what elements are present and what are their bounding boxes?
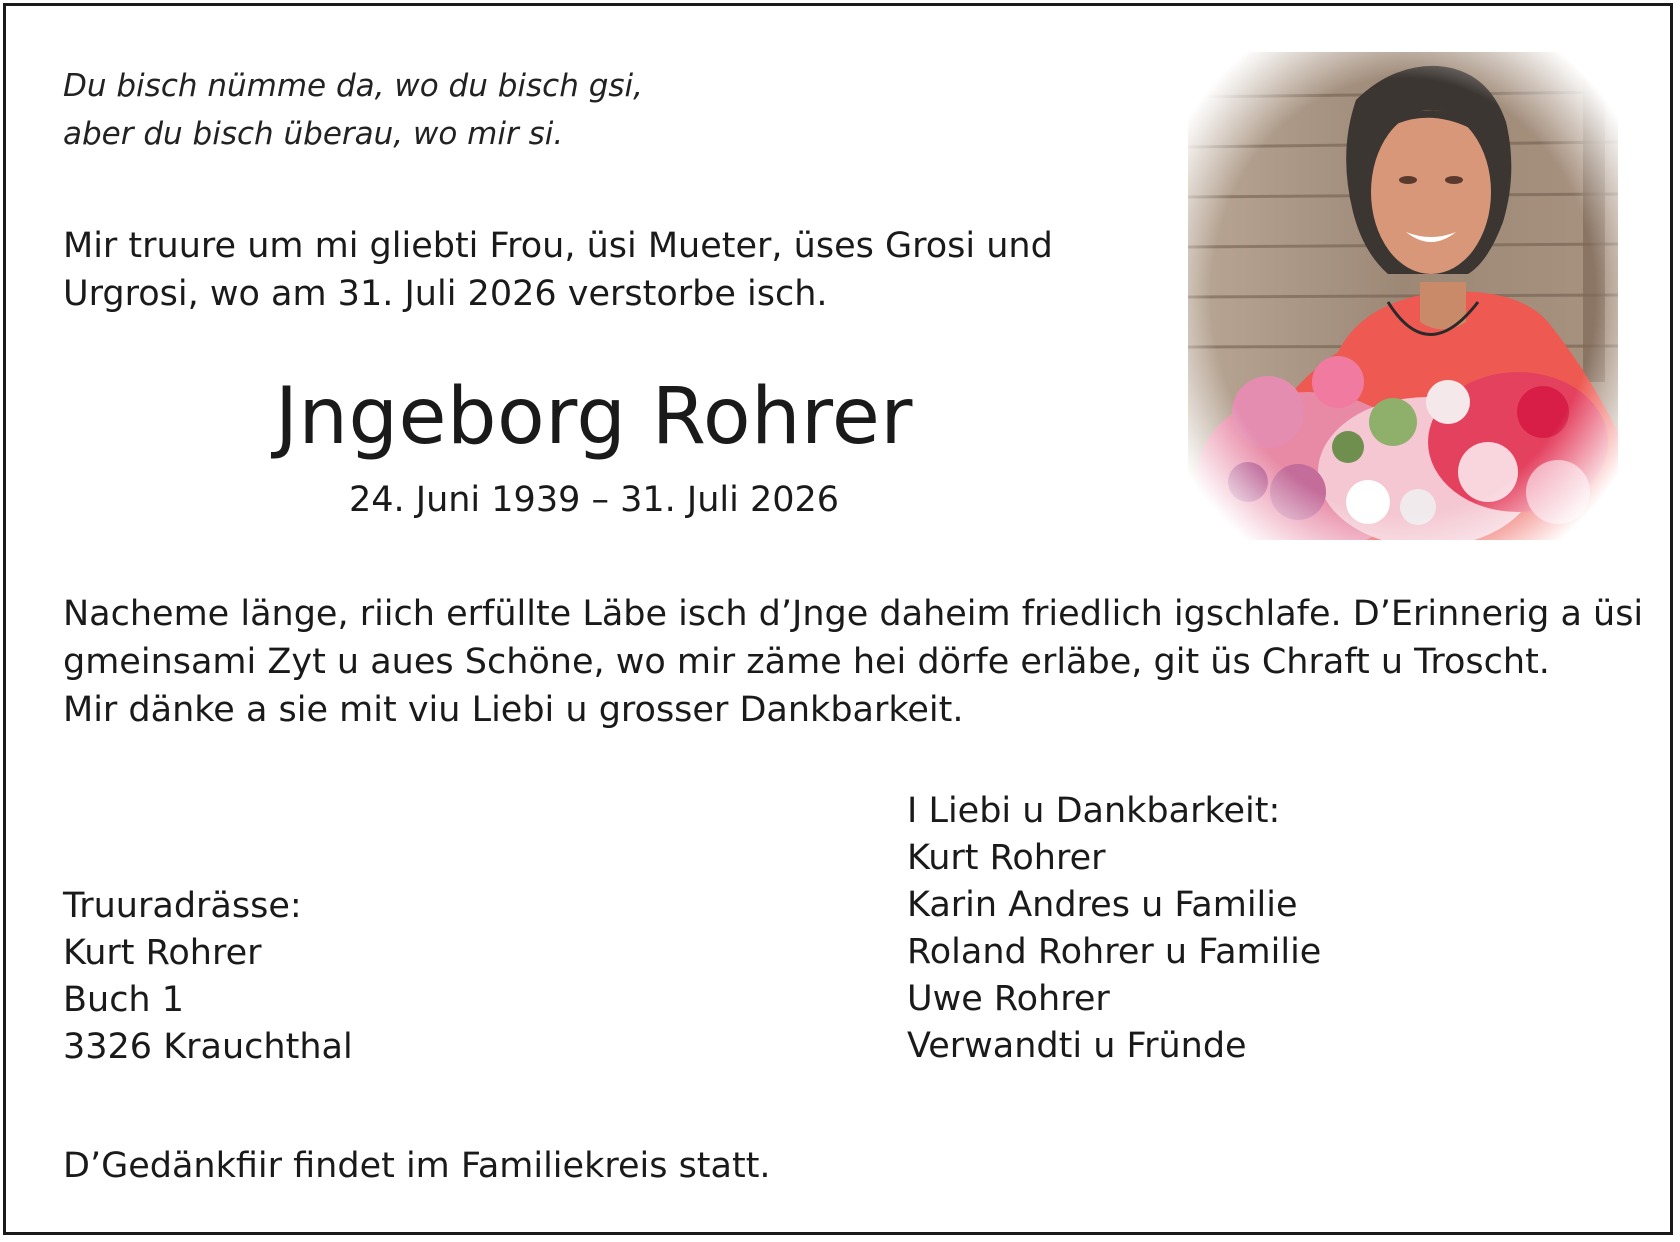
deceased-name: Jngeborg Rohrer bbox=[275, 372, 913, 462]
motto-line: aber du bisch überau, wo mir si. bbox=[63, 116, 564, 152]
motto-line: Du bisch nümme da, wo du bisch gsi, bbox=[63, 68, 643, 104]
mourners-list bbox=[907, 788, 1321, 1070]
paragraph-line: Mir dänke a sie mit viu Liebi u grosser Dankbarkeit. bbox=[63, 690, 964, 730]
mourner-name: Verwandti u Fründe bbox=[907, 1026, 1247, 1066]
portrait-photo bbox=[1188, 52, 1618, 540]
motto-verse bbox=[63, 62, 643, 158]
life-dates: 24. Juni 1939 – 31. Juli 2026 bbox=[348, 480, 840, 520]
intro-text bbox=[63, 222, 1053, 318]
paragraph-line: Nacheme länge, riich erfüllte Läbe isch d’Jnge daheim friedlich igschlafe. D’Erinnerig a üsi bbox=[63, 594, 1644, 634]
address-line: 3326 Krauchthal bbox=[63, 1027, 353, 1067]
address-line: Buch 1 bbox=[63, 980, 185, 1020]
mourners-heading: I Liebi u Dankbarkeit: bbox=[907, 791, 1281, 831]
memorial-note: D’Gedänkfiir findet im Familiekreis statt. bbox=[63, 1146, 771, 1186]
intro-line: Mir truure um mi gliebti Frou, üsi Mueter, üses Grosi und bbox=[63, 226, 1053, 266]
obituary-paragraph bbox=[63, 590, 1643, 734]
mourner-name: Uwe Rohrer bbox=[907, 979, 1110, 1019]
mourner-name: Karin Andres u Familie bbox=[907, 885, 1298, 925]
paragraph-line: gmeinsami Zyt u aues Schöne, wo mir zäme hei dörfe erläbe, git üs Chraft u Troscht. bbox=[63, 642, 1550, 682]
mourner-name: Kurt Rohrer bbox=[907, 838, 1106, 878]
intro-line: Urgrosi, wo am 31. Juli 2026 verstorbe isch. bbox=[63, 274, 828, 314]
address-line: Kurt Rohrer bbox=[63, 933, 262, 973]
mourner-name: Roland Rohrer u Familie bbox=[907, 932, 1322, 972]
address-heading: Truuradrässe: bbox=[63, 886, 302, 926]
mourning-address bbox=[63, 883, 353, 1071]
